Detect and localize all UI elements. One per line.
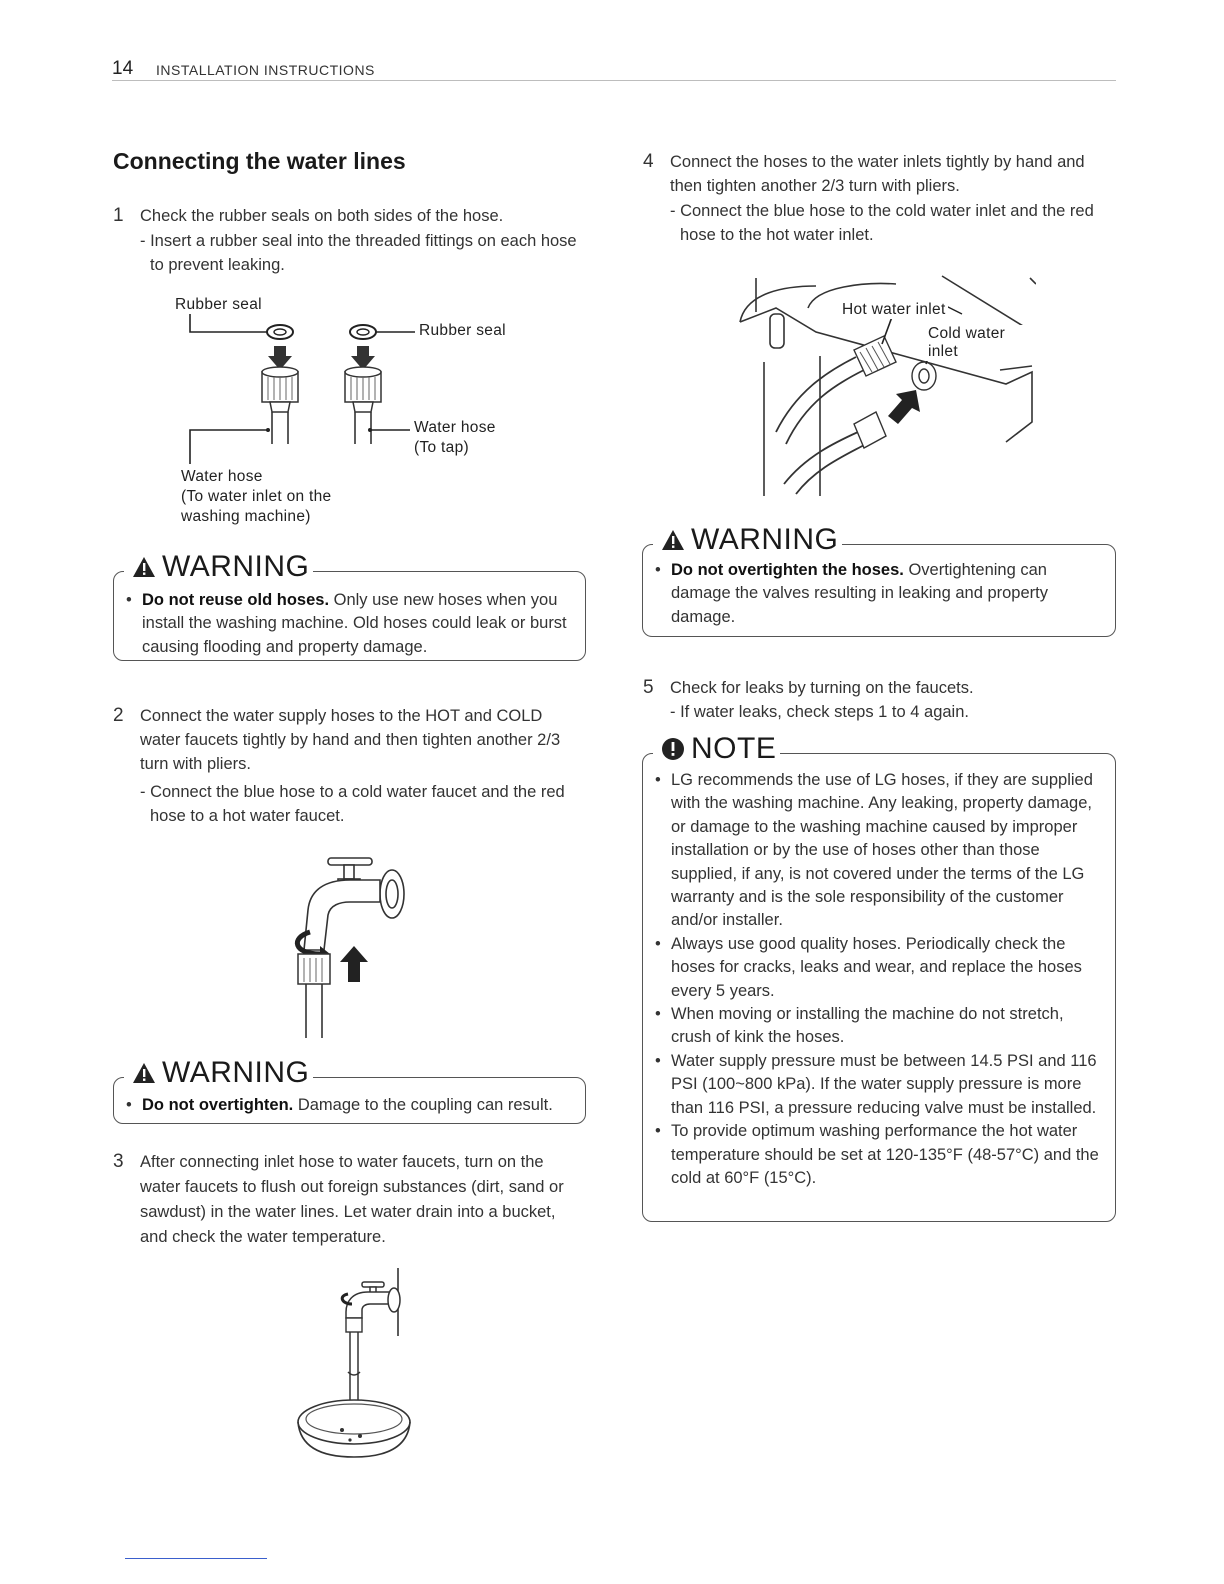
step-3 bbox=[113, 1150, 583, 1250]
step-text: Check for leaks by turning on the faucets. bbox=[670, 679, 974, 697]
warning-icon bbox=[132, 1062, 156, 1084]
warning-bold: Do not overtighten. bbox=[142, 1096, 294, 1114]
warning-bold: Do not overtighten the hoses. bbox=[671, 561, 904, 579]
step-number: 4 bbox=[643, 151, 654, 172]
warning-item bbox=[653, 559, 1105, 629]
step-number: 3 bbox=[113, 1151, 124, 1172]
figure-bucket bbox=[290, 1264, 420, 1464]
figure-rubber-seals bbox=[170, 292, 530, 532]
note-item: • Always use good quality hoses. Periodically check the hoses for cracks, leaks and wear, and replace the hoses every 5 years. bbox=[653, 933, 1107, 1003]
page-title: Connecting the water lines bbox=[113, 148, 406, 174]
step-2-sub: - Connect the blue hose to a cold water faucet and the red hose to a hot water faucet. bbox=[140, 783, 565, 825]
step-number: 2 bbox=[113, 705, 124, 726]
label-cold-water-inlet: Cold water inlet bbox=[926, 325, 1036, 361]
step-text: Connect the water supply hoses to the HOT and COLD water faucets tightly by hand and then tighten another 2/3 turn with pliers. bbox=[140, 707, 561, 773]
step-text: Check the rubber seals on both sides of the hose. bbox=[140, 207, 504, 225]
step-1-sub: - Insert a rubber seal into the threaded fittings on each hose to prevent leaking. bbox=[140, 232, 577, 274]
note-item: • When moving or installing the machine do not stretch, crush of kink the hoses. bbox=[653, 1003, 1107, 1050]
warning-heading bbox=[653, 521, 842, 559]
step-4 bbox=[643, 150, 1118, 200]
header-divider bbox=[112, 80, 1116, 81]
warning-label: WARNING bbox=[691, 523, 839, 556]
section-title: INSTALLATION INSTRUCTIONS bbox=[156, 62, 375, 78]
label-rubber-seal-left: Rubber seal bbox=[175, 296, 262, 313]
note-heading bbox=[653, 730, 780, 768]
step-text: After connecting inlet hose to water faucets, turn on the water faucets to flush out foreign substances (dirt, sand or sawdust) in the water lines. Let water drain into a bucket, and check the water temperature. bbox=[140, 1153, 564, 1246]
note-item: • Water supply pressure must be between 14.5 PSI and 116 PSI (100~800 kPa). If the water supply pressure is more than 116 PSI, a pressure reducing valve must be installed. bbox=[653, 1050, 1107, 1120]
label-rubber-seal-right: Rubber seal bbox=[419, 322, 506, 339]
step-text: Connect the hoses to the water inlets tightly by hand and then tighten another 2/3 turn with pliers. bbox=[670, 153, 1085, 195]
label-hot-water-inlet: Hot water inlet bbox=[842, 301, 946, 318]
note-icon bbox=[661, 737, 685, 761]
faucet-diagram bbox=[280, 850, 430, 1040]
warning-bold: Do not reuse old hoses. bbox=[142, 591, 330, 609]
warning-item bbox=[124, 1094, 575, 1117]
warning-text: Overtightening can damage the valves resulting in leaking and property damage. bbox=[671, 561, 1048, 626]
note-label: NOTE bbox=[691, 732, 777, 765]
note-box bbox=[642, 732, 1116, 1222]
warning-text: Only use new hoses when you install the washing machine. Old hoses could leak or burst causing flooding and property damage. bbox=[142, 591, 567, 656]
warning-heading bbox=[124, 548, 313, 586]
warning-box-reuse bbox=[113, 550, 586, 661]
figure-water-inlets bbox=[736, 272, 1036, 500]
step-number: 5 bbox=[643, 677, 654, 698]
label-water-hose-inlet: Water hose bbox=[181, 468, 263, 485]
warning-text: Damage to the coupling can result. bbox=[293, 1096, 553, 1114]
warning-box-overtighten-hoses bbox=[642, 523, 1116, 637]
note-item: • To provide optimum washing performance the hot water temperature should be set at 120-135°F (48-57°C) and the cold at 60°F (15°C). bbox=[653, 1120, 1107, 1190]
page-number: 14 bbox=[112, 58, 134, 79]
step-number: 1 bbox=[113, 205, 124, 226]
footer-link-rule bbox=[125, 1558, 267, 1559]
figure-faucet bbox=[280, 850, 430, 1040]
note-item: • LG recommends the use of LG hoses, if they are supplied with the washing machine. Any leaking, property damage, or damage to the washing machine caused by improper installation or by the use of hoses other than those supplied, if any, is not covered under the terms of the LG warranty and is the sole responsibility of the customer and/or installer. bbox=[653, 769, 1107, 933]
warning-icon bbox=[132, 556, 156, 578]
step-4-sub: - Connect the blue hose to the cold water inlet and the red hose to the hot water inlet. bbox=[670, 202, 1094, 244]
warning-box-overtighten bbox=[113, 1056, 586, 1124]
warning-label: WARNING bbox=[162, 1056, 310, 1089]
label-water-hose-inlet-sub1: (To water inlet on the bbox=[181, 488, 332, 505]
warning-heading bbox=[124, 1054, 313, 1092]
warning-label: WARNING bbox=[162, 550, 310, 583]
step-5-sub: - If water leaks, check steps 1 to 4 again. bbox=[670, 703, 969, 721]
step-5 bbox=[643, 676, 1118, 704]
warning-item bbox=[124, 589, 575, 659]
step-2 bbox=[113, 704, 583, 784]
bucket-diagram bbox=[290, 1264, 420, 1464]
label-water-hose-inlet-sub2: washing machine) bbox=[181, 508, 311, 525]
label-water-hose-tap: Water hose bbox=[414, 419, 496, 436]
label-water-hose-tap-sub: (To tap) bbox=[414, 439, 469, 456]
warning-icon bbox=[661, 529, 685, 551]
